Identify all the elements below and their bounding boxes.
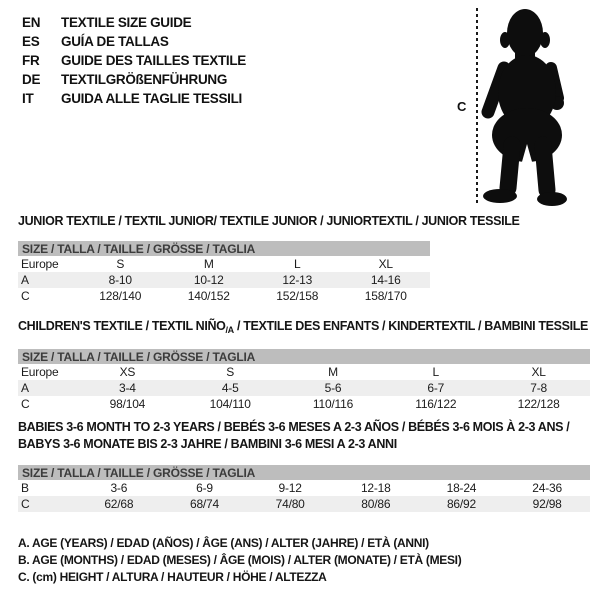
size-cell: 68/74 <box>162 496 248 512</box>
child-height-figure <box>430 0 600 215</box>
junior-size-table <box>18 241 430 304</box>
size-cell: 8-10 <box>76 272 165 288</box>
size-cell: 10-12 <box>165 272 254 288</box>
children-title-pre: CHILDREN'S TEXTILE / TEXTIL NIÑO <box>18 319 226 333</box>
size-band-label: SIZE / TALLA / TAILLE / GRÖSSE / TAGLIA <box>18 349 590 364</box>
size-cell: 152/158 <box>276 289 319 303</box>
table-header-band <box>18 465 590 480</box>
size-cell: 92/98 <box>504 496 590 512</box>
size-band-label: SIZE / TALLA / TAILLE / GRÖSSE / TAGLIA <box>18 241 430 256</box>
babies-section-title-line2: BABYS 3-6 MONATE BIS 2-3 JAHRE / BAMBINI 3-6 MESI A 2-3 ANNI <box>18 437 397 451</box>
guide-title: GUÍA DE TALLAS <box>61 34 169 49</box>
language-code: IT <box>22 91 34 106</box>
size-cell: 6-7 <box>384 380 487 396</box>
size-cell: 158/170 <box>364 289 407 303</box>
row-label: B <box>21 481 29 495</box>
size-cell: 12-13 <box>253 272 342 288</box>
size-cell: 104/110 <box>209 397 251 411</box>
babies-section-title-line1: BABIES 3-6 MONTH TO 2-3 YEARS / BEBÉS 3-6 MESES A 2-3 AÑOS / BÉBÉS 3-6 MOIS À 2-3 ANS / <box>18 420 570 434</box>
language-row-it <box>22 89 246 108</box>
children-section-title <box>18 319 588 335</box>
row-label: C <box>21 397 30 411</box>
language-row-de <box>22 70 246 89</box>
table-row <box>18 496 590 512</box>
size-cell: L <box>294 257 301 271</box>
footnote-c: C. (cm) HEIGHT / ALTURA / HAUTEUR / HÖHE / ALTEZZA <box>18 570 327 584</box>
table-header-band <box>18 241 430 256</box>
language-code: FR <box>22 53 40 68</box>
size-band-label: SIZE / TALLA / TAILLE / GRÖSSE / TAGLIA <box>18 465 590 480</box>
size-cell: 122/128 <box>517 397 560 411</box>
size-cell: 6-9 <box>196 481 213 495</box>
size-cell: 3-6 <box>110 481 128 495</box>
junior-section-title: JUNIOR TEXTILE / TEXTIL JUNIOR/ TEXTILE JUNIOR / JUNIORTEXTIL / JUNIOR TESSILE <box>18 214 520 228</box>
size-cell: 24-36 <box>532 481 562 495</box>
size-cell: 9-12 <box>278 481 302 495</box>
language-code: DE <box>22 72 41 87</box>
table-row <box>18 288 430 304</box>
size-cell: 86/92 <box>419 496 505 512</box>
size-cell: S <box>226 365 235 379</box>
size-cell: 4-5 <box>179 380 282 396</box>
size-cell: 5-6 <box>282 380 385 396</box>
size-cell: XL <box>378 257 393 271</box>
toddler-silhouette <box>430 0 600 215</box>
children-size-table <box>18 349 590 412</box>
row-label: A <box>18 380 76 396</box>
table-header-band <box>18 349 590 364</box>
size-cell: 12-18 <box>360 481 391 495</box>
row-label: Europe <box>21 257 59 271</box>
language-row-fr <box>22 51 246 70</box>
babies-size-table <box>18 465 590 512</box>
size-cell: 74/80 <box>247 496 333 512</box>
height-measure-label: C <box>457 99 467 114</box>
table-row <box>18 396 590 412</box>
size-cell: 62/68 <box>76 496 162 512</box>
table-row <box>18 364 590 380</box>
language-code: EN <box>22 15 41 30</box>
size-cell: 140/152 <box>187 289 230 303</box>
row-label: A <box>18 272 76 288</box>
size-cell: 116/122 <box>415 397 457 411</box>
guide-title: GUIDE DES TAILLES TEXTILE <box>61 53 247 68</box>
row-label: Europe <box>21 365 59 379</box>
language-code: ES <box>22 34 40 49</box>
size-cell: 18-24 <box>446 481 477 495</box>
size-cell: 7-8 <box>487 380 590 396</box>
size-cell: 3-4 <box>76 380 179 396</box>
guide-title: TEXTILGRÖßENFÜHRUNG <box>61 72 228 87</box>
size-cell: S <box>116 257 125 271</box>
row-label: C <box>18 496 76 512</box>
size-cell: M <box>328 365 338 379</box>
guide-title: TEXTILE SIZE GUIDE <box>61 15 192 30</box>
guide-title: GUIDA ALLE TAGLIE TESSILI <box>61 91 242 106</box>
size-cell: XL <box>531 365 546 379</box>
language-row-es <box>22 32 246 51</box>
size-cell: L <box>432 365 440 379</box>
size-cell: 80/86 <box>333 496 419 512</box>
language-title-list <box>22 13 246 108</box>
children-title-sub: /A <box>225 325 234 335</box>
footnote-a: A. AGE (YEARS) / EDAD (AÑOS) / ÂGE (ANS) / ALTER (JAHRE) / ETÀ (ANNI) <box>18 536 429 550</box>
table-row <box>18 380 590 396</box>
table-row <box>18 480 590 496</box>
size-cell: 128/140 <box>99 289 142 303</box>
table-row <box>18 256 430 272</box>
footnote-b: B. AGE (MONTHS) / EDAD (MESES) / ÂGE (MOIS) / ALTER (MONATE) / ETÀ (MESI) <box>18 553 462 567</box>
row-label: C <box>21 289 30 303</box>
children-title-post: / TEXTILE DES ENFANTS / KINDERTEXTIL / BAMBINI TESSILE <box>233 319 589 333</box>
size-cell: M <box>203 257 214 271</box>
size-cell: 110/116 <box>312 397 354 411</box>
size-cell: XS <box>119 365 136 379</box>
language-row-en <box>22 13 246 32</box>
size-cell: 98/104 <box>109 397 146 411</box>
size-cell: 14-16 <box>342 272 431 288</box>
table-row <box>18 272 430 288</box>
footnote-list <box>18 536 461 587</box>
